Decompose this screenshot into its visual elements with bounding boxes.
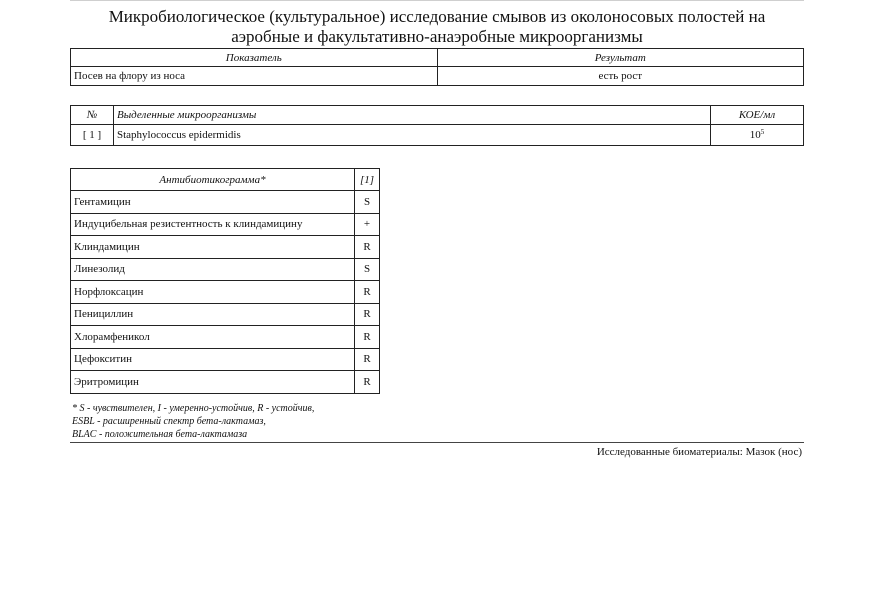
antibiogram-row (71, 281, 380, 304)
top-divider (70, 0, 804, 1)
summary-header-indicator: Показатель (71, 49, 438, 67)
antibiotic-name: Индуцибельная резистентность к клиндамицину (71, 213, 355, 236)
summary-header-result: Результат (437, 49, 804, 67)
antibiotic-result: S (355, 191, 380, 214)
antibiotic-result: R (355, 236, 380, 259)
antibiogram-row (71, 191, 380, 214)
summary-table (70, 48, 804, 86)
organism-name: Staphylococcus epidermidis (114, 125, 711, 146)
legend-notes (72, 402, 314, 441)
antibiogram-row (71, 348, 380, 371)
legend-line-1: * S - чувствителен, I - умеренно-устойчив, R - устойчив, (72, 403, 315, 414)
antibiogram-table (70, 168, 380, 394)
organism-row (71, 125, 804, 146)
organisms-header-cfu: КОЕ/мл (711, 106, 804, 125)
antibiogram-row (71, 258, 380, 281)
bottom-divider (70, 442, 804, 443)
summary-result: есть рост (437, 67, 804, 86)
summary-indicator: Посев на флору из носа (71, 67, 438, 86)
organisms-header-row (71, 106, 804, 125)
legend-line-2: ESBL - расширенный спектр бета-лактамаз, (72, 416, 266, 427)
antibiotic-result: R (355, 371, 380, 394)
legend-line-3: BLAC - положительная бета-лактамаза (72, 429, 248, 440)
antibiotic-name: Пенициллин (71, 303, 355, 326)
antibiotic-name: Цефокситин (71, 348, 355, 371)
antibiotic-result: R (355, 326, 380, 349)
antibiotic-name: Эритромицин (71, 371, 355, 394)
organism-cfu-base: 10 (749, 129, 761, 141)
antibiogram-row (71, 326, 380, 349)
report-title (70, 7, 804, 47)
antibiotic-name: Норфлоксацин (71, 281, 355, 304)
antibiotic-name: Линезолид (71, 258, 355, 281)
organisms-header-name: Выделенные микроорганизмы (114, 106, 711, 125)
antibiotic-result: R (355, 281, 380, 304)
antibiogram-header-col: [1] (355, 169, 380, 191)
report-title-line-2: аэробные и факультативно-анаэробные микроорганизмы (231, 27, 643, 46)
antibiotic-result: R (355, 303, 380, 326)
antibiogram-header-title: Антибиотикограмма* (71, 169, 355, 191)
organism-num: [ 1 ] (71, 125, 114, 146)
antibiotic-name: Гентамицин (71, 191, 355, 214)
antibiotic-name: Хлорамфеникол (71, 326, 355, 349)
summary-row (71, 67, 804, 86)
organisms-header-num: № (71, 106, 114, 125)
organism-cfu-exponent: 5 (760, 128, 765, 136)
antibiogram-row (71, 371, 380, 394)
biomaterial-footer: Исследованные биоматериалы: Мазок (нос) (596, 446, 802, 458)
antibiotic-result: R (355, 348, 380, 371)
antibiogram-header-row (71, 169, 380, 191)
organism-cfu (711, 125, 804, 146)
antibiotic-name: Клиндамицин (71, 236, 355, 259)
antibiogram-row (71, 213, 380, 236)
summary-header-row (71, 49, 804, 67)
antibiogram-row (71, 303, 380, 326)
report-title-line-1: Микробиологическое (культуральное) исследование смывов из околоносовых полостей на (108, 7, 766, 26)
organisms-table (70, 105, 804, 146)
antibiotic-result: + (355, 213, 380, 236)
antibiogram-row (71, 236, 380, 259)
antibiotic-result: S (355, 258, 380, 281)
